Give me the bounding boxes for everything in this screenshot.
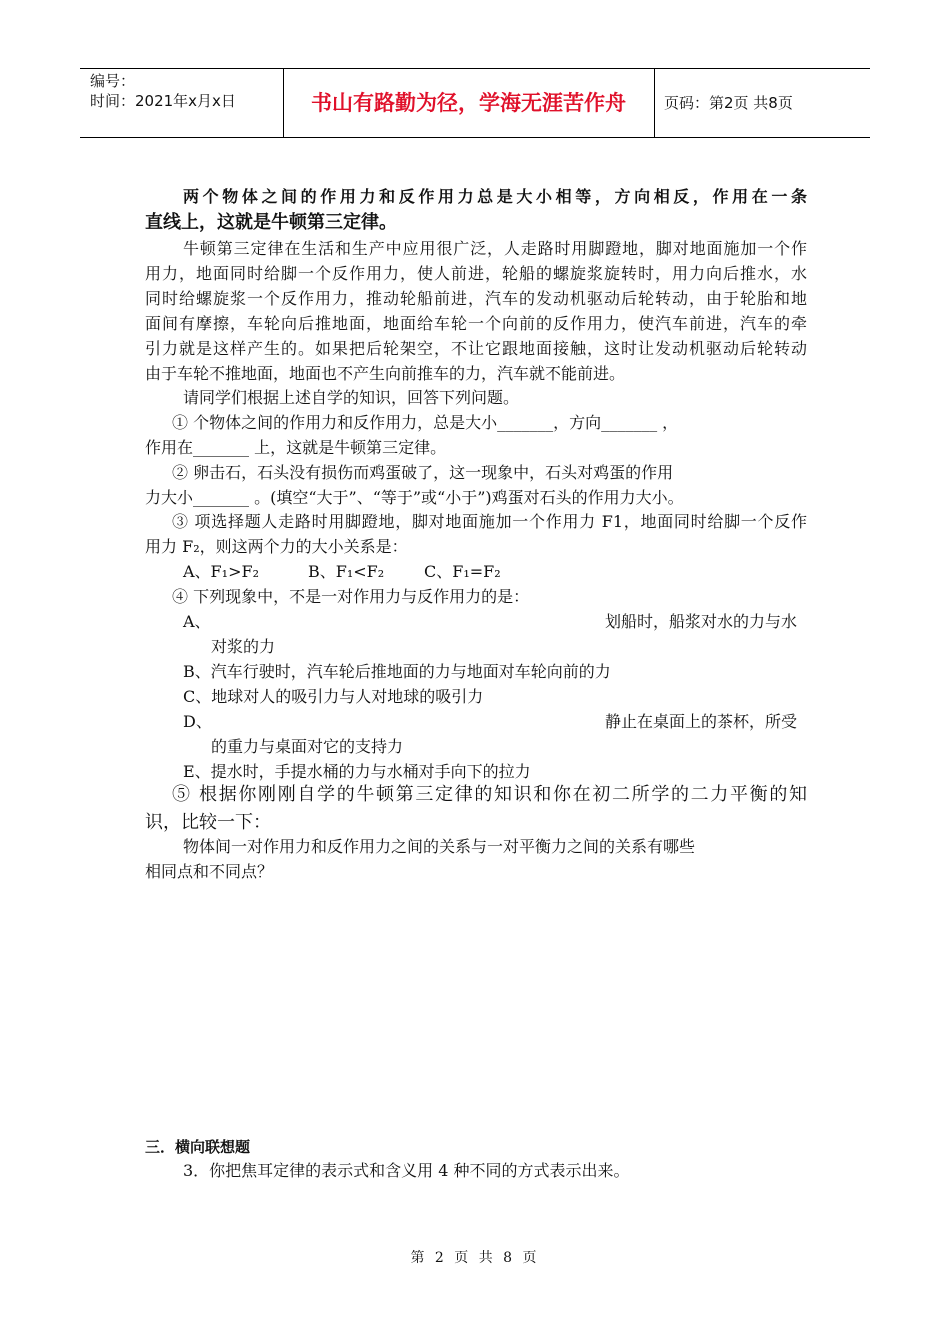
paragraph-line: 同时给螺旋浆一个反作用力，推动轮船前进，汽车的发动机驱动后轮转动，由于轮胎和地	[145, 289, 807, 308]
option-a-cont: 对浆的力	[211, 637, 276, 656]
question-5-cont: 物体间一对作用力和反作用力之间的关系与一对平衡力之间的关系有哪些	[183, 837, 696, 856]
option-d-cont: 的重力与桌面对它的支持力	[211, 737, 404, 756]
question-3-cont: 用力 F₂，则这两个力的大小关系是：	[145, 537, 408, 556]
option-c: C、地球对人的吸引力与人对地球的吸引力	[183, 687, 484, 706]
option-b: B、F₁<F₂	[308, 562, 385, 581]
option-a: A、F₁>F₂	[183, 562, 259, 581]
question-5: ⑤ 根据你刚刚自学的牛顿第三定律的知识和你在初二所学的二力平衡的知	[172, 784, 807, 805]
question-2-cont: 力大小_______ 。(填空“大于”、“等于”或“小于”)鸡蛋对石头的作用力大小。	[145, 488, 684, 507]
paragraph-line: 用力，地面同时给脚一个反作用力，使人前进，轮船的螺旋浆旋转时，用力向后推水，水	[145, 264, 807, 283]
question-4: ④ 下列现象中，不是一对作用力与反作用力的是：	[172, 587, 530, 606]
page-footer: 第 2 页 共 8 页	[410, 1250, 540, 1266]
paragraph-line: 牛顿第三定律在生活和生产中应用很广泛，人走路时用脚蹬地，脚对地面施加一个作	[183, 239, 807, 258]
header-page-info: 页码：第2页 共8页	[664, 94, 793, 112]
question-5-cont: 相同点和不同点？	[145, 862, 274, 881]
paragraph-line: 引力就是这样产生的。如果把后轮架空，不让它跟地面接触，这时让发动机驱动后轮转动	[145, 339, 807, 358]
paragraph-line: 面间有摩擦，车轮向后推地面，地面给车轮一个向前的反作用力，使汽车前进，汽车的牵	[145, 314, 807, 333]
paragraph-line: 由于车轮不推地面，地面也不产生向前推车的力，汽车就不能前进。	[145, 364, 626, 383]
date-label: 时间：2021年x月x日	[90, 92, 236, 110]
option-d-label: D、	[183, 712, 212, 731]
option-e: E、提水时，手提水桶的力与水桶对手向下的拉力	[183, 762, 531, 781]
question-3: ③ 项选择题人走路时用脚蹬地，脚对地面施加一个作用力 F1，地面同时给脚一个反作	[172, 512, 807, 531]
question-1: ① 个物体之间的作用力和反作用力，总是大小_______，方向_______ ，	[172, 413, 679, 432]
law-statement-line: 两个物体之间的作用力和反作用力总是大小相等，方向相反，作用在一条	[183, 187, 807, 206]
option-c: C、F₁=F₂	[424, 562, 501, 581]
option-b: B、汽车行驶时，汽车轮后推地面的力与地面对车轮向前的力	[183, 662, 611, 681]
question-1-cont: 作用在_______ 上，这就是牛顿第三定律。	[145, 438, 447, 457]
prompt-line: 请同学们根据上述自学的知识，回答下列问题。	[183, 388, 520, 407]
law-statement-line: 直线上，这就是牛顿第三定律。	[145, 212, 397, 233]
question-5-cont: 识，比较一下：	[145, 812, 271, 833]
question-6: 3．你把焦耳定律的表示式和含义用 4 种不同的方式表示出来。	[183, 1161, 630, 1180]
question-2: ② 卵击石，石头没有损伤而鸡蛋破了，这一现象中，石头对鸡蛋的作用	[172, 463, 674, 482]
header-meta	[90, 71, 236, 111]
header-divider	[654, 69, 655, 137]
page-header	[80, 68, 870, 138]
option-a-label: A、	[183, 612, 211, 631]
number-label: 编号：	[90, 72, 136, 90]
option-d: 静止在桌面上的茶杯，所受	[605, 712, 798, 731]
option-a: 划船时，船浆对水的力与水	[605, 612, 798, 631]
section-heading: 三．横向联想题	[145, 1138, 251, 1156]
header-motto: 书山有路勤为径，学海无涯苦作舟	[311, 91, 626, 115]
